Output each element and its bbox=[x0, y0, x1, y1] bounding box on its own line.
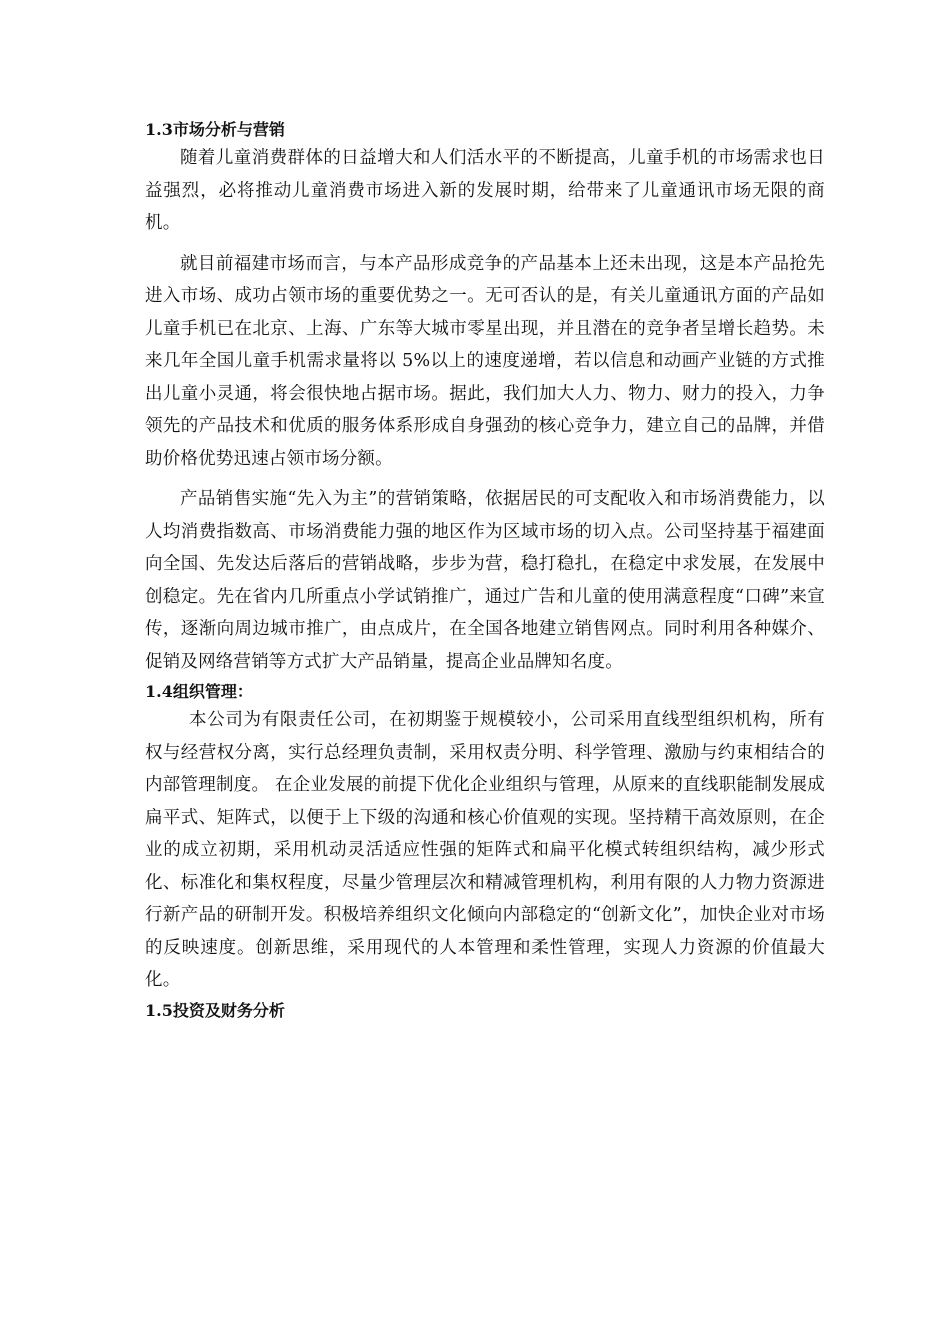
section-heading-organization: 1.4组织管理： bbox=[145, 682, 253, 701]
paragraph-market-intro: 随着儿童消费群体的日益增大和人们活水平的不断提高，儿童手机的市场需求也日益强烈，必将推动儿童消费市场进入新的发展时期，给带来了儿童通讯市场无限的商机。 bbox=[145, 148, 825, 233]
paragraph-market-competition: 就目前福建市场而言，与本产品形成竞争的产品基本上还未出现，这是本产品抢先进入市场、成功占领市场的重要优势之一。无可否认的是，有关儿童通讯方面的产品如儿童手机已在北京、上海、广东等大城市零星出现，并且潜在的竞争者呈增长趋势。未来几年全国儿童手机需求量将以 5%以上的速度递增，若以信息和动画产业链的方式推出儿童小灵通，将会很快地占据市场。据此，我们加大人力、物力、财力的投入，力争领先的产品技术和优质的服务体系形成自身强劲的核心竞争力，建立自己的品牌，并借助价格优势迅速占领市场分额。 bbox=[145, 253, 825, 469]
paragraph-market-strategy: 产品销售实施“先入为主”的营销策略，依据居民的可支配收入和市场消费能力，以人均消费指数高、市场消费能力强的地区作为区域市场的切入点。公司坚持基于福建面向全国、先发达后落后的营销战略，步步为营，稳打稳扎，在稳定中求发展，在发展中创稳定。先在省内几所重点小学试销推广，通过广告和儿童的使用满意程度“口碑”来宣传，逐渐向周边城市推广，由点成片，在全国各地建立销售网点。同时利用各种媒介、促销及网络营销等方式扩大产品销量，提高企业品牌知名度。 bbox=[145, 489, 825, 672]
section-heading-finance: 1.5投资及财务分析 bbox=[145, 1000, 285, 1020]
paragraph-organization: 本公司为有限责任公司，在初期鉴于规模较小，公司采用直线型组织机构，所有权与经营权分离，实行总经理负责制，采用权责分明、科学管理、激励与约束相结合的内部管理制度。 在企业发展的前提下优化企业组织与管理，从原来的直线职能制发展成扁平式、矩阵式，以便于上下级的沟通和核心价值观的实现。坚持精干高效原则，在企业的成立初期，采用机动灵活适应性强的矩阵式和扁平化模式转组织结构，减少形式化、标准化和集权程度，尽量少管理层次和精减管理机构，利用有限的人力物力资源进行新产品的研制开发。积极培养组织文化倾向内部稳定的“创新文化”，加快企业对市场的反映速度。创新思维，采用现代的人本管理和柔性管理，实现人力资源的价值最大化。 bbox=[145, 710, 825, 990]
section-heading-market: 1.3市场分析与营销 bbox=[145, 120, 285, 139]
document-page bbox=[145, 118, 825, 1023]
